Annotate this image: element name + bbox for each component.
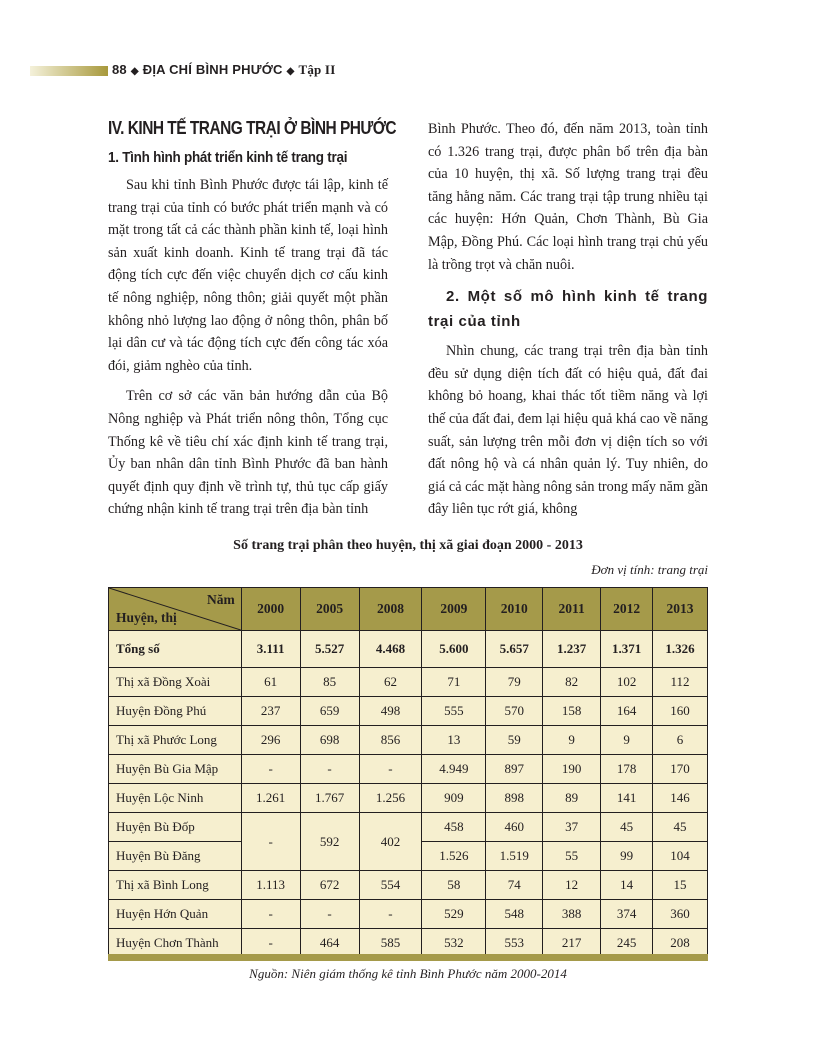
value-cell: 164	[601, 697, 653, 726]
value-cell: 3.111	[241, 631, 300, 668]
value-cell: 388	[543, 900, 601, 929]
value-cell: 158	[543, 697, 601, 726]
row-label: Huyện Chơn Thành	[109, 929, 242, 958]
value-cell: 909	[422, 784, 486, 813]
table-row	[109, 900, 708, 929]
value-cell: 1.237	[543, 631, 601, 668]
year-header-cell: 2010	[486, 588, 543, 631]
table-row	[109, 784, 708, 813]
running-header	[112, 62, 335, 78]
value-cell: 190	[543, 755, 601, 784]
table-footer-bar	[108, 954, 708, 961]
value-cell: 570	[486, 697, 543, 726]
table-source: Nguồn: Niên giám thống kê tỉnh Bình Phước năm 2000-2014	[249, 966, 567, 981]
merged-value-cell: -	[241, 813, 300, 871]
header-gradient-bar	[30, 66, 108, 76]
value-cell: 237	[241, 697, 300, 726]
book-title: ĐỊA CHÍ BÌNH PHƯỚC	[142, 62, 283, 77]
value-cell: -	[241, 900, 300, 929]
value-cell: 14	[601, 871, 653, 900]
subsection-title-2: 2. Một số mô hình kinh tế trang trại của tỉnh	[428, 288, 708, 331]
value-cell: 5.600	[422, 631, 486, 668]
row-label: Huyện Bù Đăng	[109, 842, 242, 871]
value-cell: 85	[300, 668, 359, 697]
value-cell: 1.526	[422, 842, 486, 871]
paragraph: Nhìn chung, các trang trại trên địa bàn tỉnh đều sử dụng diện tích đất có hiệu quả, đất đai không bỏ hoang, khai thác tốt tiềm năng và lợi thế của đất đai, đem lại hiệu quả khá cao về năng suất, sản lượng trên mỗi đơn vị diện tích so với đất nông hộ và cá nhân quản lý. Tuy nhiên, do giá cả các mặt hàng nông sản trong mấy năm gần đây liên tục rớt giá, không	[428, 343, 708, 518]
value-cell: 374	[601, 900, 653, 929]
row-label: Thị xã Đồng Xoài	[109, 668, 242, 697]
corner-header-cell	[109, 588, 242, 631]
table-title: Số trang trại phân theo huyện, thị xã giai đoạn 2000 - 2013	[233, 538, 583, 553]
row-label: Thị xã Bình Long	[109, 871, 242, 900]
subsection-title-1: 1. Tình hình phát triển kinh tế trang trại	[108, 149, 348, 166]
value-cell: 1.326	[653, 631, 708, 668]
section-title: IV. KINH TẾ TRANG TRẠI Ở BÌNH PHƯỚC	[108, 118, 397, 138]
value-cell: 178	[601, 755, 653, 784]
year-header-cell: 2008	[359, 588, 422, 631]
year-header-cell: 2005	[300, 588, 359, 631]
value-cell: 74	[486, 871, 543, 900]
value-cell: 245	[601, 929, 653, 958]
paragraph: Sau khi tỉnh Bình Phước được tái lập, kinh tế trang trại của tỉnh có bước phát triển mạnh và có mặt trong tất cả các thành phần kinh tế, loại hình sản xuất kinh doanh. Kinh tế trang trại đã tác động tích cực đến việc chuyển dịch cơ cấu kinh tế nông nghiệp, nông thôn; giải quyết một phần không nhỏ lượng lao động ở nông thôn, phân bố lại dân cư và tác động tích cực đến công tác xóa đói, giảm nghèo của tỉnh.	[108, 177, 388, 374]
year-header-cell: 2011	[543, 588, 601, 631]
corner-year-label: Năm	[206, 592, 235, 607]
value-cell: 141	[601, 784, 653, 813]
value-cell: 59	[486, 726, 543, 755]
value-cell: 15	[653, 871, 708, 900]
year-header-cell: 2012	[601, 588, 653, 631]
value-cell: 1.113	[241, 871, 300, 900]
merged-value-cell: 592	[300, 813, 359, 871]
value-cell: 5.527	[300, 631, 359, 668]
table-row	[109, 871, 708, 900]
value-cell: 672	[300, 871, 359, 900]
value-cell: 898	[486, 784, 543, 813]
value-cell: 460	[486, 813, 543, 842]
row-label: Huyện Hớn Quản	[109, 900, 242, 929]
merged-value-cell: 402	[359, 813, 422, 871]
value-cell: 104	[653, 842, 708, 871]
value-cell: 1.767	[300, 784, 359, 813]
value-cell: 1.256	[359, 784, 422, 813]
table-row	[109, 726, 708, 755]
value-cell: 208	[653, 929, 708, 958]
value-cell: 548	[486, 900, 543, 929]
total-row	[109, 631, 708, 668]
value-cell: 12	[543, 871, 601, 900]
value-cell: 146	[653, 784, 708, 813]
value-cell: 82	[543, 668, 601, 697]
table-row	[109, 668, 708, 697]
row-label: Thị xã Phước Long	[109, 726, 242, 755]
page-number: 88	[112, 62, 127, 77]
diamond-icon: ◆	[130, 66, 139, 77]
year-header-cell: 2013	[653, 588, 708, 631]
year-header-cell: 2000	[241, 588, 300, 631]
table-row	[109, 813, 708, 842]
value-cell: 1.261	[241, 784, 300, 813]
value-cell: 62	[359, 668, 422, 697]
value-cell: 6	[653, 726, 708, 755]
value-cell: 360	[653, 900, 708, 929]
value-cell: 89	[543, 784, 601, 813]
corner-district-label: Huyện, thị	[116, 610, 177, 625]
value-cell: 37	[543, 813, 601, 842]
value-cell: 585	[359, 929, 422, 958]
value-cell: 58	[422, 871, 486, 900]
value-cell: 296	[241, 726, 300, 755]
value-cell: 13	[422, 726, 486, 755]
diamond-icon: ◆	[286, 66, 295, 77]
value-cell: -	[300, 755, 359, 784]
paragraph: Trên cơ sở các văn bản hướng dẫn của Bộ Nông nghiệp và Phát triển nông thôn, Tổng cục Thống kê về tiêu chí xác định kinh tế trang trại, Ủy ban nhân dân tỉnh Bình Phước đã ban hành quyết định quy định về trình tự, thủ tục cấp giấy chứng nhận kinh tế trang trại trên địa bàn tỉnh	[108, 388, 388, 518]
value-cell: 61	[241, 668, 300, 697]
value-cell: 1.519	[486, 842, 543, 871]
paragraph: Bình Phước. Theo đó, đến năm 2013, toàn tỉnh có 1.326 trang trại, được phân bổ trên địa bàn của 10 huyện, thị xã. Số lượng trang trại đều tăng hằng năm. Các trang trại tập trung nhiều tại các huyện: Hớn Quản, Chơn Thành, Bù Gia Mập, Đồng Phú. Các loại hình trang trại chủ yếu là trồng trọt và chăn nuôi.	[428, 121, 708, 273]
table-row	[109, 697, 708, 726]
value-cell: 170	[653, 755, 708, 784]
value-cell: 9	[601, 726, 653, 755]
left-column	[108, 118, 397, 529]
table-header-row	[109, 588, 708, 631]
row-label: Tổng số	[109, 631, 242, 668]
value-cell: 45	[601, 813, 653, 842]
value-cell: 9	[543, 726, 601, 755]
row-label: Huyện Bù Gia Mập	[109, 755, 242, 784]
value-cell: 856	[359, 726, 422, 755]
value-cell: 5.657	[486, 631, 543, 668]
value-cell: 897	[486, 755, 543, 784]
right-column	[428, 118, 708, 529]
value-cell: 99	[601, 842, 653, 871]
value-cell: -	[359, 900, 422, 929]
volume-label: Tập II	[298, 62, 336, 77]
row-label: Huyện Lộc Ninh	[109, 784, 242, 813]
value-cell: 4.949	[422, 755, 486, 784]
value-cell: 553	[486, 929, 543, 958]
value-cell: -	[300, 900, 359, 929]
row-label: Huyện Bù Đốp	[109, 813, 242, 842]
value-cell: 217	[543, 929, 601, 958]
value-cell: -	[241, 929, 300, 958]
value-cell: 102	[601, 668, 653, 697]
value-cell: 532	[422, 929, 486, 958]
value-cell: 458	[422, 813, 486, 842]
table-row	[109, 755, 708, 784]
value-cell: 659	[300, 697, 359, 726]
value-cell: 1.371	[601, 631, 653, 668]
value-cell: 555	[422, 697, 486, 726]
value-cell: 79	[486, 668, 543, 697]
value-cell: 4.468	[359, 631, 422, 668]
value-cell: 45	[653, 813, 708, 842]
value-cell: 554	[359, 871, 422, 900]
value-cell: -	[359, 755, 422, 784]
value-cell: 498	[359, 697, 422, 726]
value-cell: 464	[300, 929, 359, 958]
row-label: Huyện Đồng Phú	[109, 697, 242, 726]
value-cell: 71	[422, 668, 486, 697]
table-unit: Đơn vị tính: trang trại	[591, 562, 708, 577]
year-header-cell: 2009	[422, 588, 486, 631]
value-cell: 529	[422, 900, 486, 929]
value-cell: 698	[300, 726, 359, 755]
value-cell: 55	[543, 842, 601, 871]
value-cell: 112	[653, 668, 708, 697]
value-cell: 160	[653, 697, 708, 726]
farm-count-table	[108, 587, 708, 958]
value-cell: -	[241, 755, 300, 784]
